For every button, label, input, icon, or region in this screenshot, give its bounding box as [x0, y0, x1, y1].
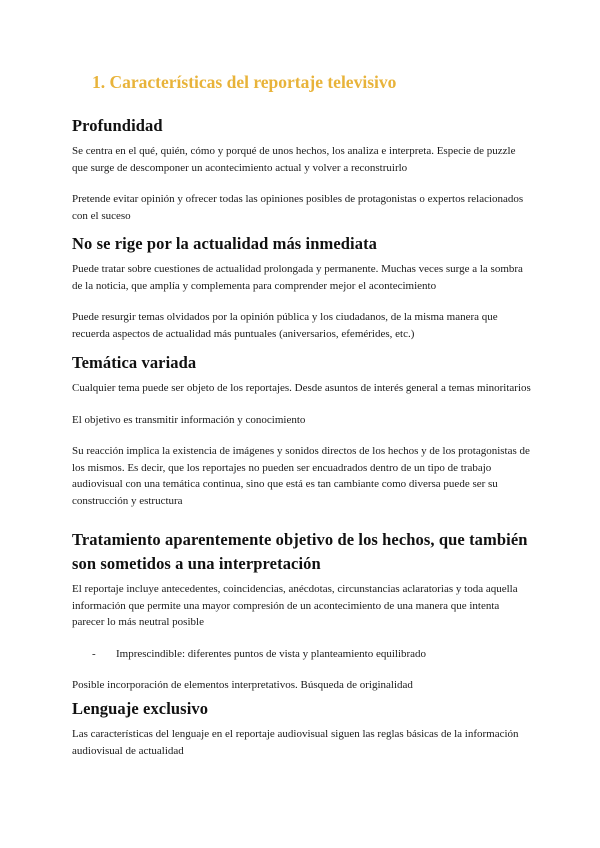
bullet-item	[72, 646, 532, 663]
paragraph: El objetivo es transmitir información y conocimiento	[72, 413, 306, 426]
paragraph: Puede tratar sobre cuestiones de actualidad prolongada y permanente. Muchas veces surge a la sombra de la noticia, que amplía y complementa para comprender mejor el acontecimiento	[72, 263, 523, 292]
section-tematica	[72, 351, 532, 509]
section-heading: Profundidad	[72, 116, 163, 135]
section-heading: No se rige por la actualidad más inmediata	[72, 234, 378, 253]
paragraph: Pretende evitar opinión y ofrecer todas las opiniones posibles de protagonistas o expertos relacionados con el suceso	[72, 193, 524, 222]
paragraph: Las características del lenguaje en el reportaje audiovisual siguen las reglas básicas de la información audiovisual de actualidad	[72, 728, 519, 757]
section-heading: Lenguaje exclusivo	[72, 699, 209, 718]
section-actualidad	[72, 232, 532, 342]
paragraph: El reportaje incluye antecedentes, coincidencias, anécdotas, circunstancias aclaratorias y toda aquella información que permite una mayor compresión de un acontecimiento de una manera que intenta parecer lo más neutral posible	[72, 583, 518, 628]
section-lenguaje	[72, 697, 532, 759]
section-tratamiento	[72, 528, 532, 694]
paragraph: Se centra en el qué, quién, cómo y porqué de unos hechos, los analiza e interpreta. Especie de puzzle que surge de descomponer un acontecimiento actual y volver a reconstruirlo	[72, 145, 516, 174]
section-profundidad	[72, 114, 532, 224]
bullet-marker: -	[92, 647, 96, 660]
paragraph: Puede resurgir temas olvidados por la opinión pública y los ciudadanos, de la misma manera que recuerda aspectos de actualidad más puntuales (aniversarios, efemérides, etc.)	[72, 311, 498, 340]
document-title: 1. Características del reportaje televisivo	[92, 72, 397, 92]
paragraph: Cualquier tema puede ser objeto de los reportajes. Desde asuntos de interés general a temas minoritarios	[72, 382, 531, 394]
bullet-text: Imprescindible: diferentes puntos de vista y planteamiento equilibrado	[116, 647, 427, 660]
section-heading: Tratamiento aparentemente objetivo de los hechos, que también son sometidos a una interpretación	[72, 530, 528, 573]
paragraph: Su reacción implica la existencia de imágenes y sonidos directos de los hechos y de los protagonistas de los mismos. Es decir, que los reportajes no pueden ser encuadrados dentro de un tipo de trabajo audiovisual con una temática continua, sino que está es tan cambiante como diversa puede ser su construcción y estructura	[72, 445, 530, 507]
section-heading: Temática variada	[72, 353, 197, 372]
paragraph: Posible incorporación de elementos interpretativos. Búsqueda de originalidad	[72, 679, 413, 691]
